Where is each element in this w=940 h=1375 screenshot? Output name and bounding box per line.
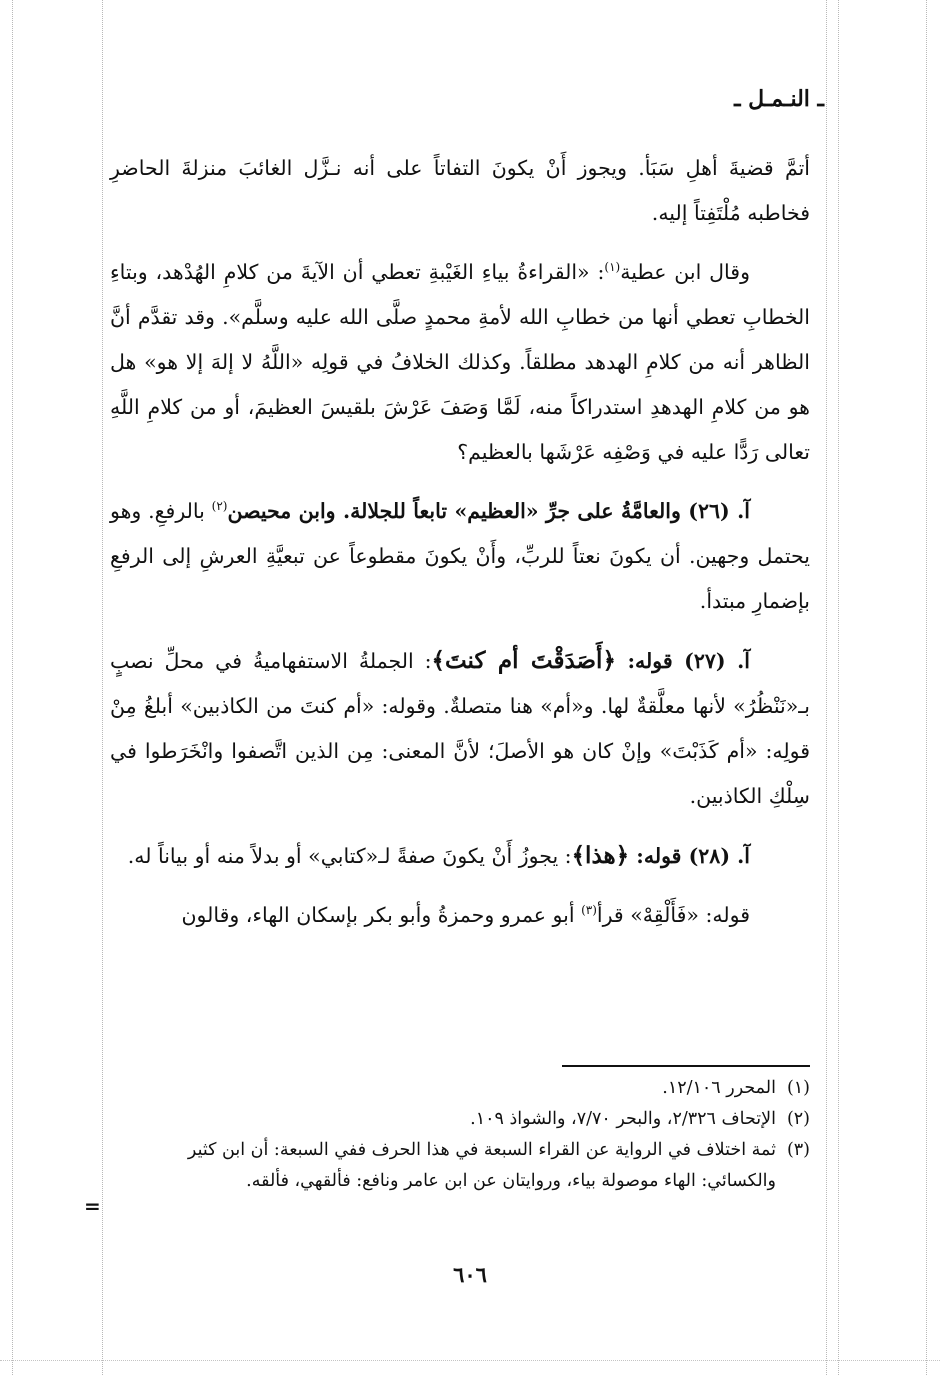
paragraph	[110, 638, 810, 819]
footnote	[110, 1073, 810, 1104]
guide-line	[838, 0, 839, 1375]
guide-line	[0, 1360, 940, 1361]
paragraph	[110, 893, 810, 938]
quran-verse: ﴿أَصَدَقْتَ أم كنتَ﴾	[431, 647, 616, 674]
running-header: ـ النـمـل ـ	[734, 86, 824, 112]
footnote-ref: (٢)	[211, 499, 228, 514]
guide-line	[102, 0, 103, 1375]
paragraph	[110, 250, 810, 475]
footnote	[110, 1135, 810, 1197]
paragraph-lead: قوله: «فَأَلْقِهْ» قرأ	[596, 903, 750, 927]
footnote	[110, 1104, 810, 1135]
paragraph-text: أبو عمرو وحمزةُ وأبو بكر بإسكان الهاء، وقالون	[181, 903, 582, 927]
continuation-mark: =	[84, 1194, 101, 1218]
paragraph	[110, 833, 810, 879]
footnote-text: المحرر ١٢/١٠٦.	[662, 1078, 776, 1098]
footnote-ref: (٣)	[581, 903, 597, 918]
footnote-number: (٣)	[786, 1140, 810, 1160]
paragraph-text: : الجملةُ الاستفهاميةُ في محلِّ نصبٍ بـ«نَنْظُرُ» لأنها معلَّقةٌ لها. و«أم» هنا متصلةٌ. وقوله: «أم كنتَ من الكاذبين» أبلغُ مِنْ قولِه: «أم كَذَبْتَ» وإنْ كان هو الأصلَ؛ لأنَّ المعنى: مِن الذين اتَّصفوا وانْخَرَطوا في سِلْكِ الكاذبين.	[110, 649, 810, 808]
footnote-ref: (١)	[604, 260, 621, 275]
footnote-text: الإتحاف ٢/٣٢٦، والبحر ٧/٧٠، والشواذ ١٠٩.	[470, 1109, 776, 1129]
footnote-number: (٢)	[786, 1109, 810, 1129]
paragraph-text: : يجوزُ أَنْ يكونَ صفةً لـ«كتابي» أو بدلاً منه أو بياناً له.	[127, 844, 572, 868]
guide-line	[926, 0, 927, 1375]
paragraph-text: : «القراءةُ بياءِ الغَيْبةِ تعطي أن الآيةَ من كلامِ الهُدْهد، وبتاءِ الخطابِ تعطي أنها من خطابِ الله لأمةِ محمدٍ صلَّى الله عليه وسلَّم». وقد تقدَّم أنَّ الظاهر أنه من كلامِ الهدهد مطلقاً. وكذلك الخلافُ في قولِه «اللَّهُ لا إلهَ إلا هو» هل هو من كلامِ الهدهدِ استدراكاً منه، لَمَّا وَصَفَ عَرْشَ بلقيسَ العظيمَ، أو من كلامِ اللَّهِ تعالى رَدًّا عليه في وَصْفِه عَرْشَها بالعظيم؟	[110, 260, 810, 464]
paragraph-text: أتمَّ قضيةَ أهلِ سَبَأ. ويجوز أَنْ يكونَ التفاتاً على أنه نـزَّل الغائبَ منزلةَ الحاضرِ فخاطبه مُلْتَفِتاً إليه.	[110, 156, 810, 225]
paragraph	[110, 146, 810, 236]
paragraph-lead: وقال ابن عطية	[620, 260, 750, 284]
guide-line	[12, 0, 13, 1375]
paragraph-lead: آ. (٢٨) قوله:	[629, 844, 750, 868]
quran-verse: ﴿هذا﴾	[571, 842, 630, 869]
footnote-text: ثمة اختلاف في الرواية عن القراء السبعة في هذا الحرف ففي السبعة: أن ابن كثير والكسائي: الهاء موصولة بياء، وروايتان عن ابن عامر ونافع: فألقهي، فألقه.	[187, 1140, 776, 1191]
guide-line	[826, 0, 827, 1375]
paragraph-lead: آ. (٢٧) قوله:	[615, 649, 750, 673]
footnote-divider	[562, 1065, 810, 1067]
page-number: ٦٠٦	[453, 1262, 487, 1287]
footnotes	[110, 1073, 810, 1197]
paragraph	[110, 489, 810, 624]
paragraph-lead: آ. (٢٦) والعامَّةُ على جرِّ «العظيم» تابعاً للجلالة. وابن محيصن	[227, 499, 750, 523]
paragraph-text: بالرفعِ. وهو يحتمل وجهين. أن يكونَ نعتاً للربِّ، وأَنْ يكونَ مقطوعاً عن تبعيَّةِ العرشِ إلى الرفعِ بإضمارِ مبتدأ.	[110, 499, 810, 613]
main-text	[110, 146, 810, 952]
footnote-number: (١)	[786, 1078, 810, 1098]
